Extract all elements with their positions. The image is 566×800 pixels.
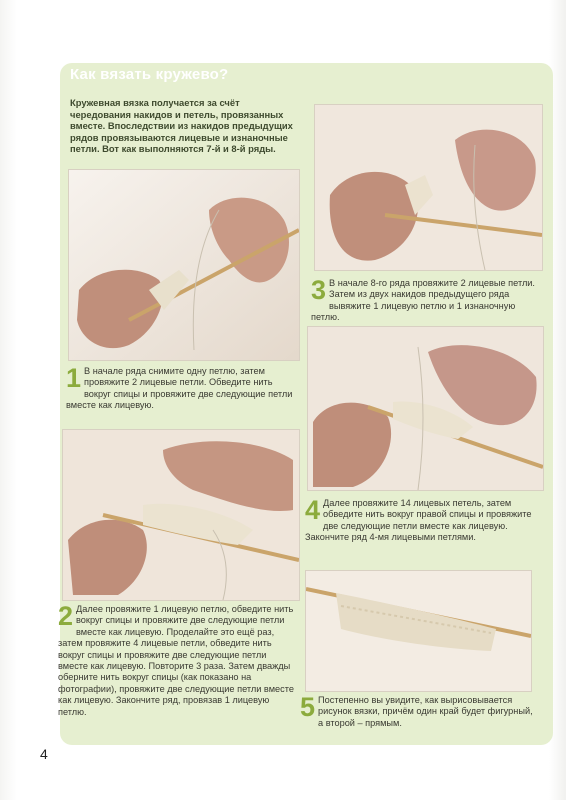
photo-step-3 — [314, 104, 543, 271]
step-text: Далее провяжите 14 лицевых петель, затем обведите нить вокруг правой спицы и провяжите две следующие петли вместе как лицевую. Закончите ряд 4-мя лицевыми петлями. — [305, 498, 532, 543]
step-number: 4 — [305, 495, 321, 525]
step-text: В начале ряда снимите одну петлю, затем провяжите 2 лицевые петли. Обведите нить вокруг спицы и провяжите две следующие петли вместе как лицевую. — [66, 366, 293, 411]
step-2 — [58, 601, 294, 718]
page-number: 4 — [40, 746, 48, 762]
step-5 — [300, 692, 536, 729]
photo-step-4 — [307, 326, 544, 491]
step-text: В начале 8-го ряда провяжите 2 лицевые петли. Затем из двух накидов предыдущего ряда вывяжите 1 лицевую петлю и 1 изнаночную петлю. — [311, 278, 535, 323]
step-text: Постепенно вы увидите, как вырисовывается рисунок вязки, причём один край будет фигурный, а второй – прямым. — [318, 695, 533, 728]
photo-step-5 — [305, 570, 532, 692]
step-1 — [66, 363, 298, 412]
step-number: 2 — [58, 601, 74, 631]
photo-step-2 — [62, 429, 300, 601]
step-number: 1 — [66, 363, 82, 393]
photo-step-1 — [68, 169, 300, 361]
intro-paragraph: Кружевная вязка получается за счёт чередования накидов и петель, провязанных вместе. Впоследствии из накидов предыдущих рядов провязываются лицевые и изнаночные петли. Вот как выполняются 7-й и 8-й ряды. — [70, 97, 293, 154]
step-text: Далее провяжите 1 лицевую петлю, обведите нить вокруг спицы и провяжите две следующие петли вместе как лицевую. Проделайте это ещё раз, затем провяжите 4 лицевые петли, обведите нить вокруг спицы и провяжите две следующие петли вместе как лицевую. Повторите 3 раза. Затем дважды оберните нить вокруг спицы (как показано на фотографии), провяжите две следующие петли вместе как лицевую. Закончите ряд, провязав 1 лицевую петлю. — [58, 604, 294, 717]
step-3 — [311, 275, 541, 324]
step-number: 5 — [300, 692, 316, 722]
step-number: 3 — [311, 275, 327, 305]
step-4 — [305, 495, 540, 544]
page-title: Как вязать кружево? — [70, 66, 229, 83]
